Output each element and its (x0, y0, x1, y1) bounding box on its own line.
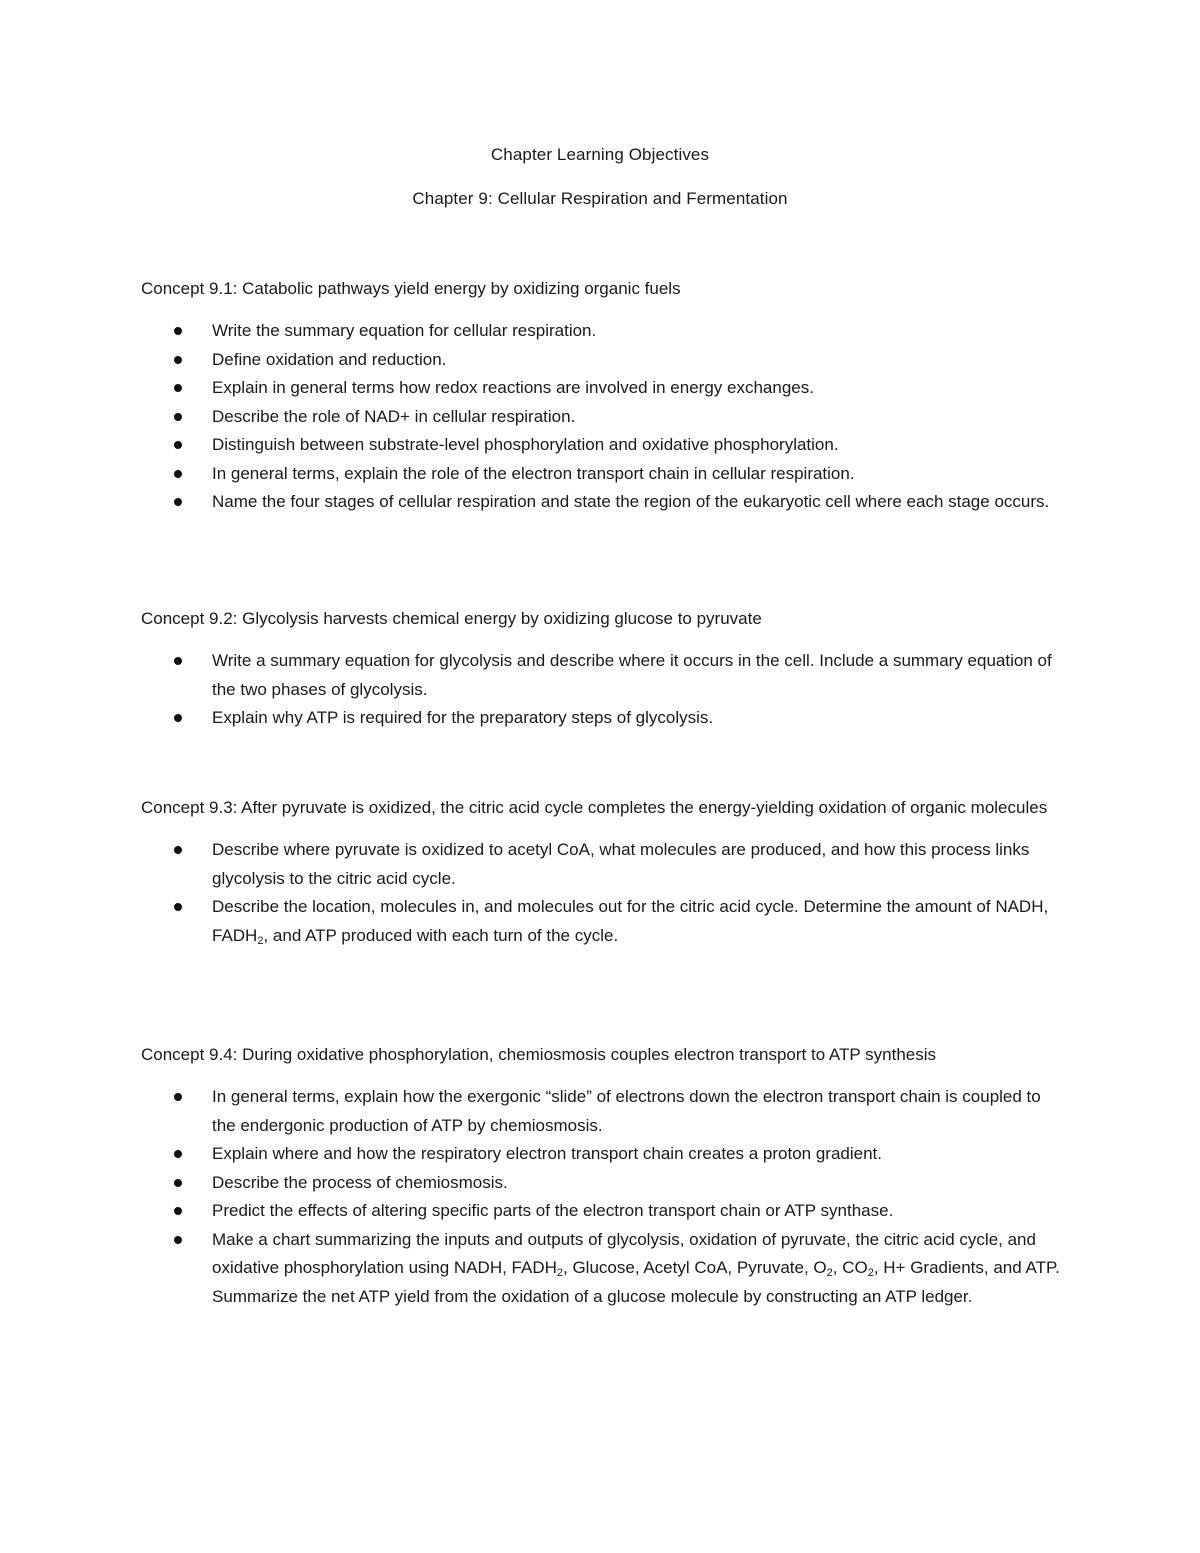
bullet-icon (174, 657, 182, 665)
concept-heading: Concept 9.1: Catabolic pathways yield energy by oxidizing organic fuels (141, 279, 681, 298)
list-item: Write a summary equation for glycolysis and describe where it occurs in the cell. Include a summary equation of the two phases of glycolysis. (141, 647, 1061, 704)
list-item: Explain in general terms how redox reactions are involved in energy exchanges. (141, 374, 1061, 403)
bullet-icon (174, 1150, 182, 1158)
bullet-icon (174, 1207, 182, 1215)
list-item: Make a chart summarizing the inputs and outputs of glycolysis, oxidation of pyruvate, the citric acid cycle, and oxidative phosphorylation using NADH, $FADH_2$, Glucose, Acetyl CoA, Pyruvate, $O_2$, $CO_2$, H+ Gradients, and ATP. Summarize the net ATP yield from the oxidation of a glucose molecule by constructing an ATP ledger. (141, 1226, 1061, 1312)
concept-heading: Concept 9.2: Glycolysis harvests chemical energy by oxidizing glucose to pyruvate (141, 609, 762, 628)
list-item: Predict the effects of altering specific parts of the electron transport chain or ATP synthase. (141, 1197, 1061, 1226)
bullet-icon (174, 1236, 182, 1244)
concept-9-1-section (141, 274, 1061, 517)
list-item: Name the four stages of cellular respiration and state the region of the eukaryotic cell where each stage occurs. (141, 488, 1061, 517)
list-item: Distinguish between substrate-level phosphorylation and oxidative phosphorylation. (141, 431, 1061, 460)
document-title: Chapter Learning Objectives (490, 145, 710, 164)
bullet-icon (174, 470, 182, 478)
concept-9-3-section (141, 793, 1061, 950)
objective-list (141, 836, 1061, 950)
objective-list (141, 317, 1061, 517)
concept-heading: Concept 9.4: During oxidative phosphorylation, chemiosmosis couples electron transport to ATP synthesis (141, 1045, 937, 1064)
bullet-icon (174, 846, 182, 854)
list-item: Explain where and how the respiratory electron transport chain creates a proton gradient. (141, 1140, 1061, 1169)
bullet-icon (174, 356, 182, 364)
bullet-icon (174, 384, 182, 392)
list-item: Define oxidation and reduction. (141, 346, 1061, 375)
list-item: Explain why ATP is required for the preparatory steps of glycolysis. (141, 704, 1061, 733)
concept-heading: Concept 9.3: After pyruvate is oxidized, the citric acid cycle completes the energy-yielding oxidation of organic molecules (141, 798, 1048, 817)
list-item: In general terms, explain the role of the electron transport chain in cellular respiration. (141, 460, 1061, 489)
bullet-icon (174, 1179, 182, 1187)
bullet-icon (174, 1093, 182, 1101)
objective-list (141, 647, 1061, 733)
concept-9-2-section (141, 604, 1061, 733)
list-item: Write the summary equation for cellular respiration. (141, 317, 1061, 346)
list-item: In general terms, explain how the exergonic “slide” of electrons down the electron transport chain is coupled to the endergonic production of ATP by chemiosmosis. (141, 1083, 1061, 1140)
concept-9-4-section (141, 1040, 1061, 1311)
bullet-icon (174, 498, 182, 506)
bullet-icon (174, 413, 182, 421)
bullet-icon (174, 903, 182, 911)
objective-list (141, 1083, 1061, 1311)
list-item: Describe where pyruvate is oxidized to acetyl CoA, what molecules are produced, and how this process links glycolysis to the citric acid cycle. (141, 836, 1061, 893)
list-item: Describe the process of chemiosmosis. (141, 1169, 1061, 1198)
bullet-icon (174, 327, 182, 335)
chapter-subtitle: Chapter 9: Cellular Respiration and Fermentation (412, 189, 788, 208)
list-item: Describe the role of NAD+ in cellular respiration. (141, 403, 1061, 432)
list-item: Describe the location, molecules in, and molecules out for the citric acid cycle. Determine the amount of NADH, $FADH_2$, and ATP produced with each turn of the cycle. (141, 893, 1061, 950)
bullet-icon (174, 714, 182, 722)
bullet-icon (174, 441, 182, 449)
